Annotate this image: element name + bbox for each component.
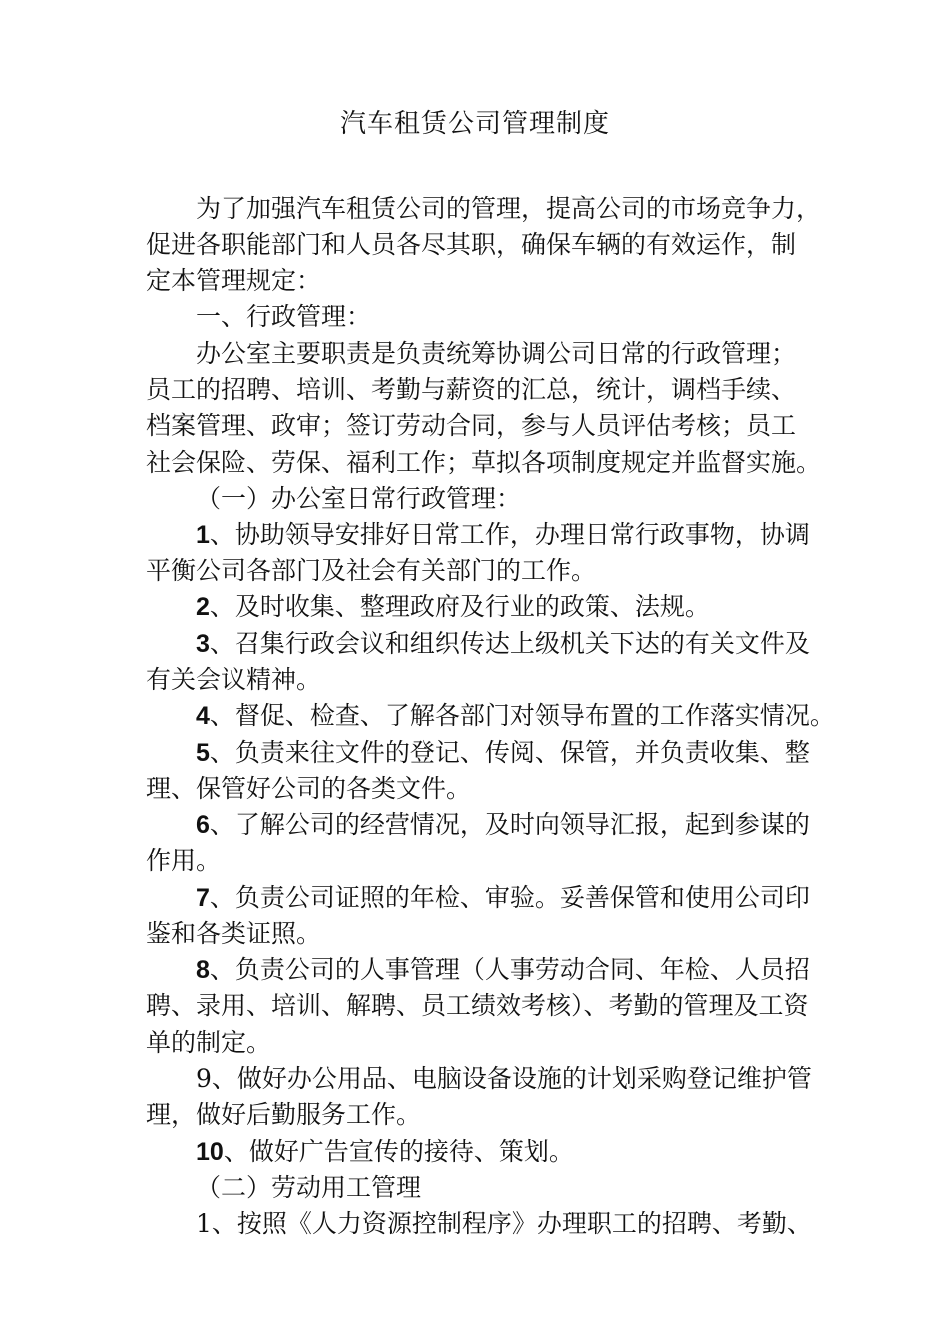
- paragraph-line: [196, 735, 810, 771]
- item-number: 1: [196, 521, 210, 549]
- line-text: 、及时收集、整理政府及行业的政策、法规。: [209, 592, 710, 621]
- line-text: 聘、录用、培训、解聘、员工绩效考核）、考勤的管理及工资: [146, 991, 809, 1020]
- document-title: 汽车租赁公司管理制度: [339, 109, 610, 139]
- line-text: 社会保险、劳保、福利工作；草拟各项制度规定并监督实施。: [146, 448, 822, 477]
- line-text: 员工的招聘、培训、考勤与薪资的汇总，统计，调档手续、: [146, 375, 797, 404]
- paragraph-line: [146, 445, 821, 481]
- item-number: 3: [196, 630, 210, 658]
- line-text: 办公室主要职责是负责统筹协调公司日常的行政管理；: [196, 339, 797, 368]
- line-text: 单的制定。: [146, 1028, 272, 1057]
- paragraph-line: [196, 1061, 812, 1097]
- paragraph-line: [196, 481, 521, 517]
- paragraph-line: [146, 408, 796, 444]
- paragraph-line: [146, 916, 321, 952]
- paragraph-line: [146, 988, 809, 1024]
- line-text: 、召集行政会议和组织传达上级机关下达的有关文件及: [209, 629, 810, 658]
- line-text: （一）办公室日常行政管理：: [196, 484, 522, 513]
- line-text: 作用。: [146, 846, 222, 875]
- paragraph-line: [196, 1134, 574, 1170]
- line-text: 、负责公司证照的年检、审验。妥善保管和使用公司印: [209, 883, 810, 912]
- line-text: 、协助领导安排好日常工作，办理日常行政事物，协调: [209, 520, 810, 549]
- line-text: 档案管理、政审；签订劳动合同，参与人员评估考核；员工: [146, 411, 797, 440]
- paragraph-line: [196, 517, 810, 553]
- paragraph-line: [146, 263, 321, 299]
- line-text: 、督促、检查、了解各部门对领导布置的工作落实情况。: [209, 701, 835, 730]
- line-text: 一、行政管理：: [196, 302, 372, 331]
- line-text: 定本管理规定：: [146, 266, 322, 295]
- paragraph-line: [146, 771, 471, 807]
- paragraph-line: [196, 589, 710, 625]
- paragraph-line: [196, 1170, 421, 1206]
- line-text: 1、按照《人力资源控制程序》办理职工的招聘、考勤、: [196, 1209, 812, 1238]
- item-number: 8: [196, 956, 210, 984]
- paragraph-line: [196, 952, 810, 988]
- line-text: 促进各职能部门和人员各尽其职，确保车辆的有效运作，制: [146, 230, 797, 259]
- line-text: 理、保管好公司的各类文件。: [146, 774, 472, 803]
- paragraph-line: [146, 662, 321, 698]
- line-text: 理，做好后勤服务工作。: [146, 1100, 422, 1129]
- item-number: 6: [196, 811, 210, 839]
- paragraph-line: [196, 807, 810, 843]
- paragraph-line: [196, 1206, 812, 1242]
- line-text: 为了加强汽车租赁公司的管理，提高公司的市场竞争力，: [196, 194, 822, 223]
- paragraph-line: [146, 1097, 421, 1133]
- item-number: 7: [196, 884, 210, 912]
- paragraph-line: [196, 191, 821, 227]
- paragraph-line: [146, 1025, 271, 1061]
- line-text: 平衡公司各部门及社会有关部门的工作。: [146, 556, 597, 585]
- paragraph-line: [196, 626, 810, 662]
- line-text: 、负责公司的人事管理（人事劳动合同、年检、人员招: [209, 955, 810, 984]
- line-text: 、负责来往文件的登记、传阅、保管，并负责收集、整: [209, 738, 810, 767]
- item-number: 4: [196, 702, 210, 730]
- line-text: 有关会议精神。: [146, 665, 322, 694]
- paragraph-line: [196, 698, 835, 734]
- paragraph-line: [146, 553, 596, 589]
- line-text: 9、做好办公用品、电脑设备设施的计划采购登记维护管: [196, 1064, 812, 1093]
- paragraph-line: [196, 880, 810, 916]
- paragraph-line: [196, 336, 796, 372]
- line-text: 鉴和各类证照。: [146, 919, 322, 948]
- line-text: （二）劳动用工管理: [196, 1173, 422, 1202]
- line-text: 、做好广告宣传的接待、策划。: [223, 1137, 574, 1166]
- item-number: 2: [196, 593, 210, 621]
- paragraph-line: [146, 227, 796, 263]
- item-number: 10: [196, 1138, 224, 1166]
- line-text: 、了解公司的经营情况，及时向领导汇报，起到参谋的: [209, 810, 810, 839]
- paragraph-line: [196, 299, 371, 335]
- paragraph-line: [146, 372, 796, 408]
- paragraph-line: [146, 843, 221, 879]
- item-number: 5: [196, 739, 210, 767]
